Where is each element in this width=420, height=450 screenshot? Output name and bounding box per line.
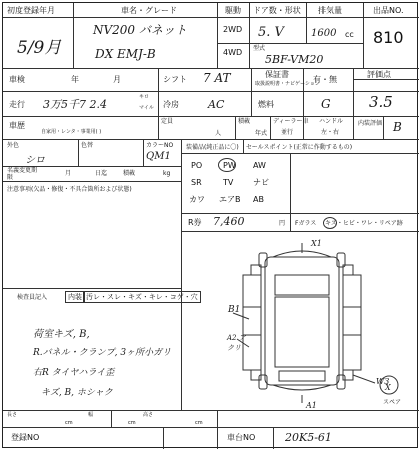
model-line1: NV200 バネット xyxy=(93,23,187,37)
equip-po: PO xyxy=(191,161,203,170)
displacement-unit: cc xyxy=(345,30,354,39)
divider xyxy=(111,410,112,427)
warranty-value: 有・無 xyxy=(313,75,337,84)
pw-circle xyxy=(218,158,236,172)
divider xyxy=(181,213,419,214)
rear-window xyxy=(279,371,325,381)
fuel-value: G xyxy=(321,97,331,111)
inspector-label: 検査員記入 xyxy=(17,294,48,301)
glass-values: キズ・ヒビ・ワレ・リペア跡 xyxy=(325,220,403,227)
interior-value: B xyxy=(393,120,402,134)
equip-ab: AB xyxy=(253,195,264,204)
left-side xyxy=(243,275,261,370)
ac-value: AC xyxy=(208,98,225,111)
load-kg-label: 積載 xyxy=(123,170,136,177)
equip-navi: ナビ xyxy=(253,178,269,187)
width-unit: cm xyxy=(128,420,136,426)
history-sub: 自家用・レンタ・事業用( ) xyxy=(41,129,102,135)
rear-bumper xyxy=(273,385,331,390)
load-kg-unit: kg xyxy=(163,170,171,177)
divider xyxy=(306,3,307,43)
divider xyxy=(235,116,236,139)
dealer-label: ディーラー車 xyxy=(273,118,309,125)
equip-leather: カワ xyxy=(189,195,205,204)
equip-tv: TV xyxy=(223,178,234,187)
dealer-sub: 並行 xyxy=(281,129,294,136)
divider xyxy=(3,139,419,140)
divider xyxy=(290,153,291,231)
name-change-month: 月 xyxy=(65,170,72,177)
windshield xyxy=(275,275,329,295)
equip-airbag: エアB xyxy=(219,195,241,204)
divider xyxy=(3,17,419,18)
inspector-interior-box: 内装 xyxy=(65,291,85,303)
load-unit: 年式 xyxy=(255,130,268,137)
divider xyxy=(383,116,384,139)
model-code-label: 型式 xyxy=(253,45,266,52)
equip-sr: SR xyxy=(191,178,202,187)
handle-label: ハンドル xyxy=(319,118,344,125)
auction-sheet xyxy=(2,2,418,448)
drive-4wd: 4WD xyxy=(223,48,243,57)
divider xyxy=(181,231,419,232)
shift-label: シフト xyxy=(163,75,187,84)
model-grade-label: 車名・グレード xyxy=(121,6,177,15)
mark-w3: W3 xyxy=(376,377,390,386)
mark-spare-x: X xyxy=(385,383,391,392)
shift-value: 7 AT xyxy=(203,71,231,85)
mark-b1: B1 xyxy=(228,305,241,315)
spare-label: スペア xyxy=(383,399,402,406)
divider xyxy=(249,3,250,68)
capacity-label: 定員 xyxy=(161,118,174,125)
color-no-value: QM1 xyxy=(146,151,171,162)
name-change-day: 日迄 xyxy=(95,170,108,177)
mileage-value: 3万5千7 2.4 xyxy=(43,98,107,111)
chassis-value: 20K5-61 xyxy=(285,431,332,444)
warranty-label: 保証書 xyxy=(265,70,289,79)
inspection-year: 年 xyxy=(71,75,79,84)
mark-rear: A1 xyxy=(306,401,317,410)
divider xyxy=(353,79,419,80)
divider xyxy=(217,410,218,449)
divider xyxy=(3,181,181,182)
roof xyxy=(275,297,329,367)
divider xyxy=(243,139,244,153)
color-no-label: カラーNO xyxy=(146,142,174,149)
history-label: 車歴 xyxy=(9,121,25,130)
doors-value: 5. V xyxy=(258,25,284,40)
divider xyxy=(143,139,144,166)
mileage-unit-km: キロ xyxy=(139,94,150,100)
car-body-outline xyxy=(265,257,339,385)
lot-value: 810 xyxy=(373,28,404,47)
model-line2: DX EMJ-B xyxy=(95,47,156,61)
divider xyxy=(251,68,252,116)
reg-no-label: 登録NO xyxy=(11,433,40,442)
inspector-opts-box: 汚レ・スレ・キズ・キレ・コゲ・穴 xyxy=(83,291,201,303)
divider xyxy=(270,116,271,139)
ext-color-value: シロ xyxy=(25,155,45,166)
height-label: 高さ xyxy=(143,412,154,418)
ext-color-label: 外色 xyxy=(7,142,20,149)
divider xyxy=(303,68,304,139)
model-code-value: 5BF-VM20 xyxy=(265,53,324,66)
remark-line-3: 右R タイヤハライ歪 xyxy=(33,368,115,378)
fuel-label: 燃料 xyxy=(258,100,274,109)
divider xyxy=(273,427,274,449)
score-value: 3.5 xyxy=(369,93,393,111)
divider xyxy=(363,3,364,68)
divider xyxy=(163,427,164,449)
chassis-label: 車台NO xyxy=(227,433,256,442)
divider xyxy=(73,3,74,68)
remark-line-4: キズ, B, ホシャク xyxy=(41,388,113,398)
capacity-unit: 人 xyxy=(215,130,222,137)
drive-label: 駆動 xyxy=(225,6,241,15)
color-change-label: 色替 xyxy=(81,142,94,149)
divider xyxy=(3,410,419,411)
ac-label: 冷房 xyxy=(163,100,179,109)
divider xyxy=(3,91,419,92)
divider xyxy=(181,139,182,410)
r-ticket-unit: 円 xyxy=(279,220,286,227)
mark-a2: A2 アクリ xyxy=(227,334,246,352)
r-ticket-label: R券 xyxy=(188,218,202,227)
divider xyxy=(3,116,419,117)
displacement-value: 1600 xyxy=(311,28,337,39)
right-side xyxy=(343,275,361,370)
first-reg-value: 5/9月 xyxy=(17,38,62,58)
divider xyxy=(78,139,79,166)
lot-label: 出品NO. xyxy=(373,6,404,15)
equip-pw: PW xyxy=(223,161,236,170)
length-label: 長さ xyxy=(7,412,18,418)
length-unit: cm xyxy=(65,420,73,426)
mileage-label: 走行 xyxy=(9,100,25,109)
divider xyxy=(3,288,181,289)
load-label: 積載 xyxy=(238,118,251,125)
first-reg-label: 初度登録年月 xyxy=(7,6,55,15)
divider xyxy=(217,3,218,68)
remark-line-2: R.バネル・クランプ, 3ヶ所小ガリ xyxy=(33,348,172,358)
drive-2wd: 2WD xyxy=(223,25,243,34)
doors-label: ドア数・形状 xyxy=(253,6,301,15)
divider xyxy=(3,427,419,428)
mileage-unit-mile: マイル xyxy=(139,105,154,111)
r-ticket-value: 7,460 xyxy=(213,215,245,228)
equipment-title: 装備品(純正品に〇) xyxy=(186,144,239,151)
displacement-label: 排気量 xyxy=(318,6,342,15)
interior-label: 内装評価 xyxy=(358,120,383,127)
height-unit: cm xyxy=(195,420,203,426)
divider xyxy=(158,68,159,139)
score-label: 評価点 xyxy=(367,70,391,79)
inspection-month: 月 xyxy=(113,75,121,84)
mark-front: X1 xyxy=(311,239,322,248)
divider xyxy=(181,153,419,154)
remark-line-1: 荷室キズ, B, xyxy=(33,329,90,340)
width-label: 幅 xyxy=(88,412,94,418)
glass-label: Fガラス xyxy=(295,220,317,227)
glass-circle xyxy=(323,217,337,229)
inspection-label: 車検 xyxy=(9,75,25,84)
handle-value: 左・右 xyxy=(321,129,340,136)
equip-aw: AW xyxy=(253,161,266,170)
sales-points-label: セールスポイント(正常に作動するもの) xyxy=(246,144,353,151)
warranty-sub: 取扱説明書・ナビゲーション xyxy=(255,81,320,87)
divider xyxy=(3,68,419,69)
notes-label: 注意事項(欠品・修復・不具合箇所および状態) xyxy=(7,186,132,193)
name-change-label: 名義変更期限 xyxy=(7,167,38,181)
divider xyxy=(217,43,363,44)
